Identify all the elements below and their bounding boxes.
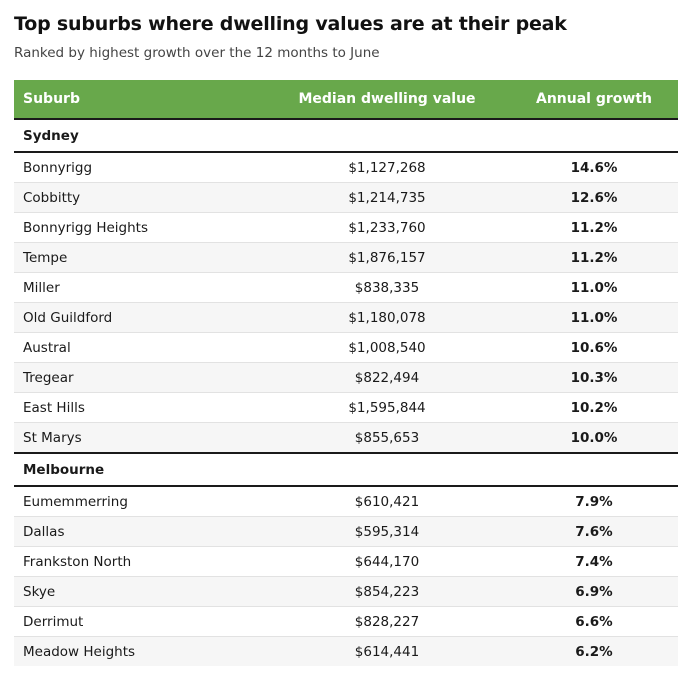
suburb-cell: Bonnyrigg xyxy=(14,152,264,183)
annual-growth-cell: 10.2% xyxy=(510,393,678,423)
suburb-cell: Austral xyxy=(14,333,264,363)
table-row xyxy=(14,363,678,393)
suburb-cell: St Marys xyxy=(14,423,264,454)
group-label: Sydney xyxy=(14,119,678,152)
table-row xyxy=(14,637,678,667)
table-row xyxy=(14,213,678,243)
suburb-cell: Bonnyrigg Heights xyxy=(14,213,264,243)
table-row xyxy=(14,517,678,547)
median-value-cell: $1,595,844 xyxy=(264,393,510,423)
suburb-cell: Eumemmerring xyxy=(14,486,264,517)
annual-growth-cell: 6.9% xyxy=(510,577,678,607)
median-value-cell: $644,170 xyxy=(264,547,510,577)
table-row xyxy=(14,333,678,363)
table-row xyxy=(14,273,678,303)
table-row xyxy=(14,423,678,454)
table-row xyxy=(14,607,678,637)
annual-growth-cell: 6.6% xyxy=(510,607,678,637)
annual-growth-cell: 6.2% xyxy=(510,637,678,667)
suburb-cell: Tempe xyxy=(14,243,264,273)
table-row xyxy=(14,486,678,517)
median-value-cell: $614,441 xyxy=(264,637,510,667)
chart-subtitle: Ranked by highest growth over the 12 months to June xyxy=(14,45,380,61)
table-row xyxy=(14,243,678,273)
suburb-cell: Miller xyxy=(14,273,264,303)
median-value-cell: $855,653 xyxy=(264,423,510,454)
suburb-cell: Cobbitty xyxy=(14,183,264,213)
suburb-cell: East Hills xyxy=(14,393,264,423)
table-header xyxy=(14,80,678,119)
annual-growth-cell: 11.0% xyxy=(510,273,678,303)
table-row xyxy=(14,393,678,423)
data-table xyxy=(14,80,678,666)
annual-growth-cell: 11.2% xyxy=(510,243,678,273)
annual-growth-cell: 10.6% xyxy=(510,333,678,363)
column-header-median-value: Median dwelling value xyxy=(264,80,510,119)
suburb-cell: Meadow Heights xyxy=(14,637,264,667)
table-row xyxy=(14,547,678,577)
median-value-cell: $1,214,735 xyxy=(264,183,510,213)
median-value-cell: $838,335 xyxy=(264,273,510,303)
group-header-row xyxy=(14,119,678,152)
table-group-melbourne xyxy=(14,453,678,666)
column-header-annual-growth: Annual growth xyxy=(510,80,678,119)
table-row xyxy=(14,152,678,183)
suburb-cell: Dallas xyxy=(14,517,264,547)
median-value-cell: $822,494 xyxy=(264,363,510,393)
annual-growth-cell: 11.2% xyxy=(510,213,678,243)
group-header-row xyxy=(14,453,678,486)
median-value-cell: $828,227 xyxy=(264,607,510,637)
median-value-cell: $1,008,540 xyxy=(264,333,510,363)
suburb-cell: Skye xyxy=(14,577,264,607)
group-label: Melbourne xyxy=(14,453,678,486)
chart-title: Top suburbs where dwelling values are at their peak xyxy=(14,13,567,35)
annual-growth-cell: 7.9% xyxy=(510,486,678,517)
annual-growth-cell: 11.0% xyxy=(510,303,678,333)
table-row xyxy=(14,303,678,333)
annual-growth-cell: 10.3% xyxy=(510,363,678,393)
median-value-cell: $1,180,078 xyxy=(264,303,510,333)
suburb-cell: Derrimut xyxy=(14,607,264,637)
suburb-cell: Old Guildford xyxy=(14,303,264,333)
suburb-cell: Tregear xyxy=(14,363,264,393)
table-group-sydney xyxy=(14,119,678,453)
annual-growth-cell: 12.6% xyxy=(510,183,678,213)
median-value-cell: $1,233,760 xyxy=(264,213,510,243)
annual-growth-cell: 7.4% xyxy=(510,547,678,577)
median-value-cell: $1,876,157 xyxy=(264,243,510,273)
suburb-cell: Frankston North xyxy=(14,547,264,577)
median-value-cell: $595,314 xyxy=(264,517,510,547)
table-row xyxy=(14,577,678,607)
annual-growth-cell: 14.6% xyxy=(510,152,678,183)
column-header-suburb: Suburb xyxy=(14,80,264,119)
median-value-cell: $1,127,268 xyxy=(264,152,510,183)
table-row xyxy=(14,183,678,213)
annual-growth-cell: 7.6% xyxy=(510,517,678,547)
median-value-cell: $610,421 xyxy=(264,486,510,517)
median-value-cell: $854,223 xyxy=(264,577,510,607)
annual-growth-cell: 10.0% xyxy=(510,423,678,454)
